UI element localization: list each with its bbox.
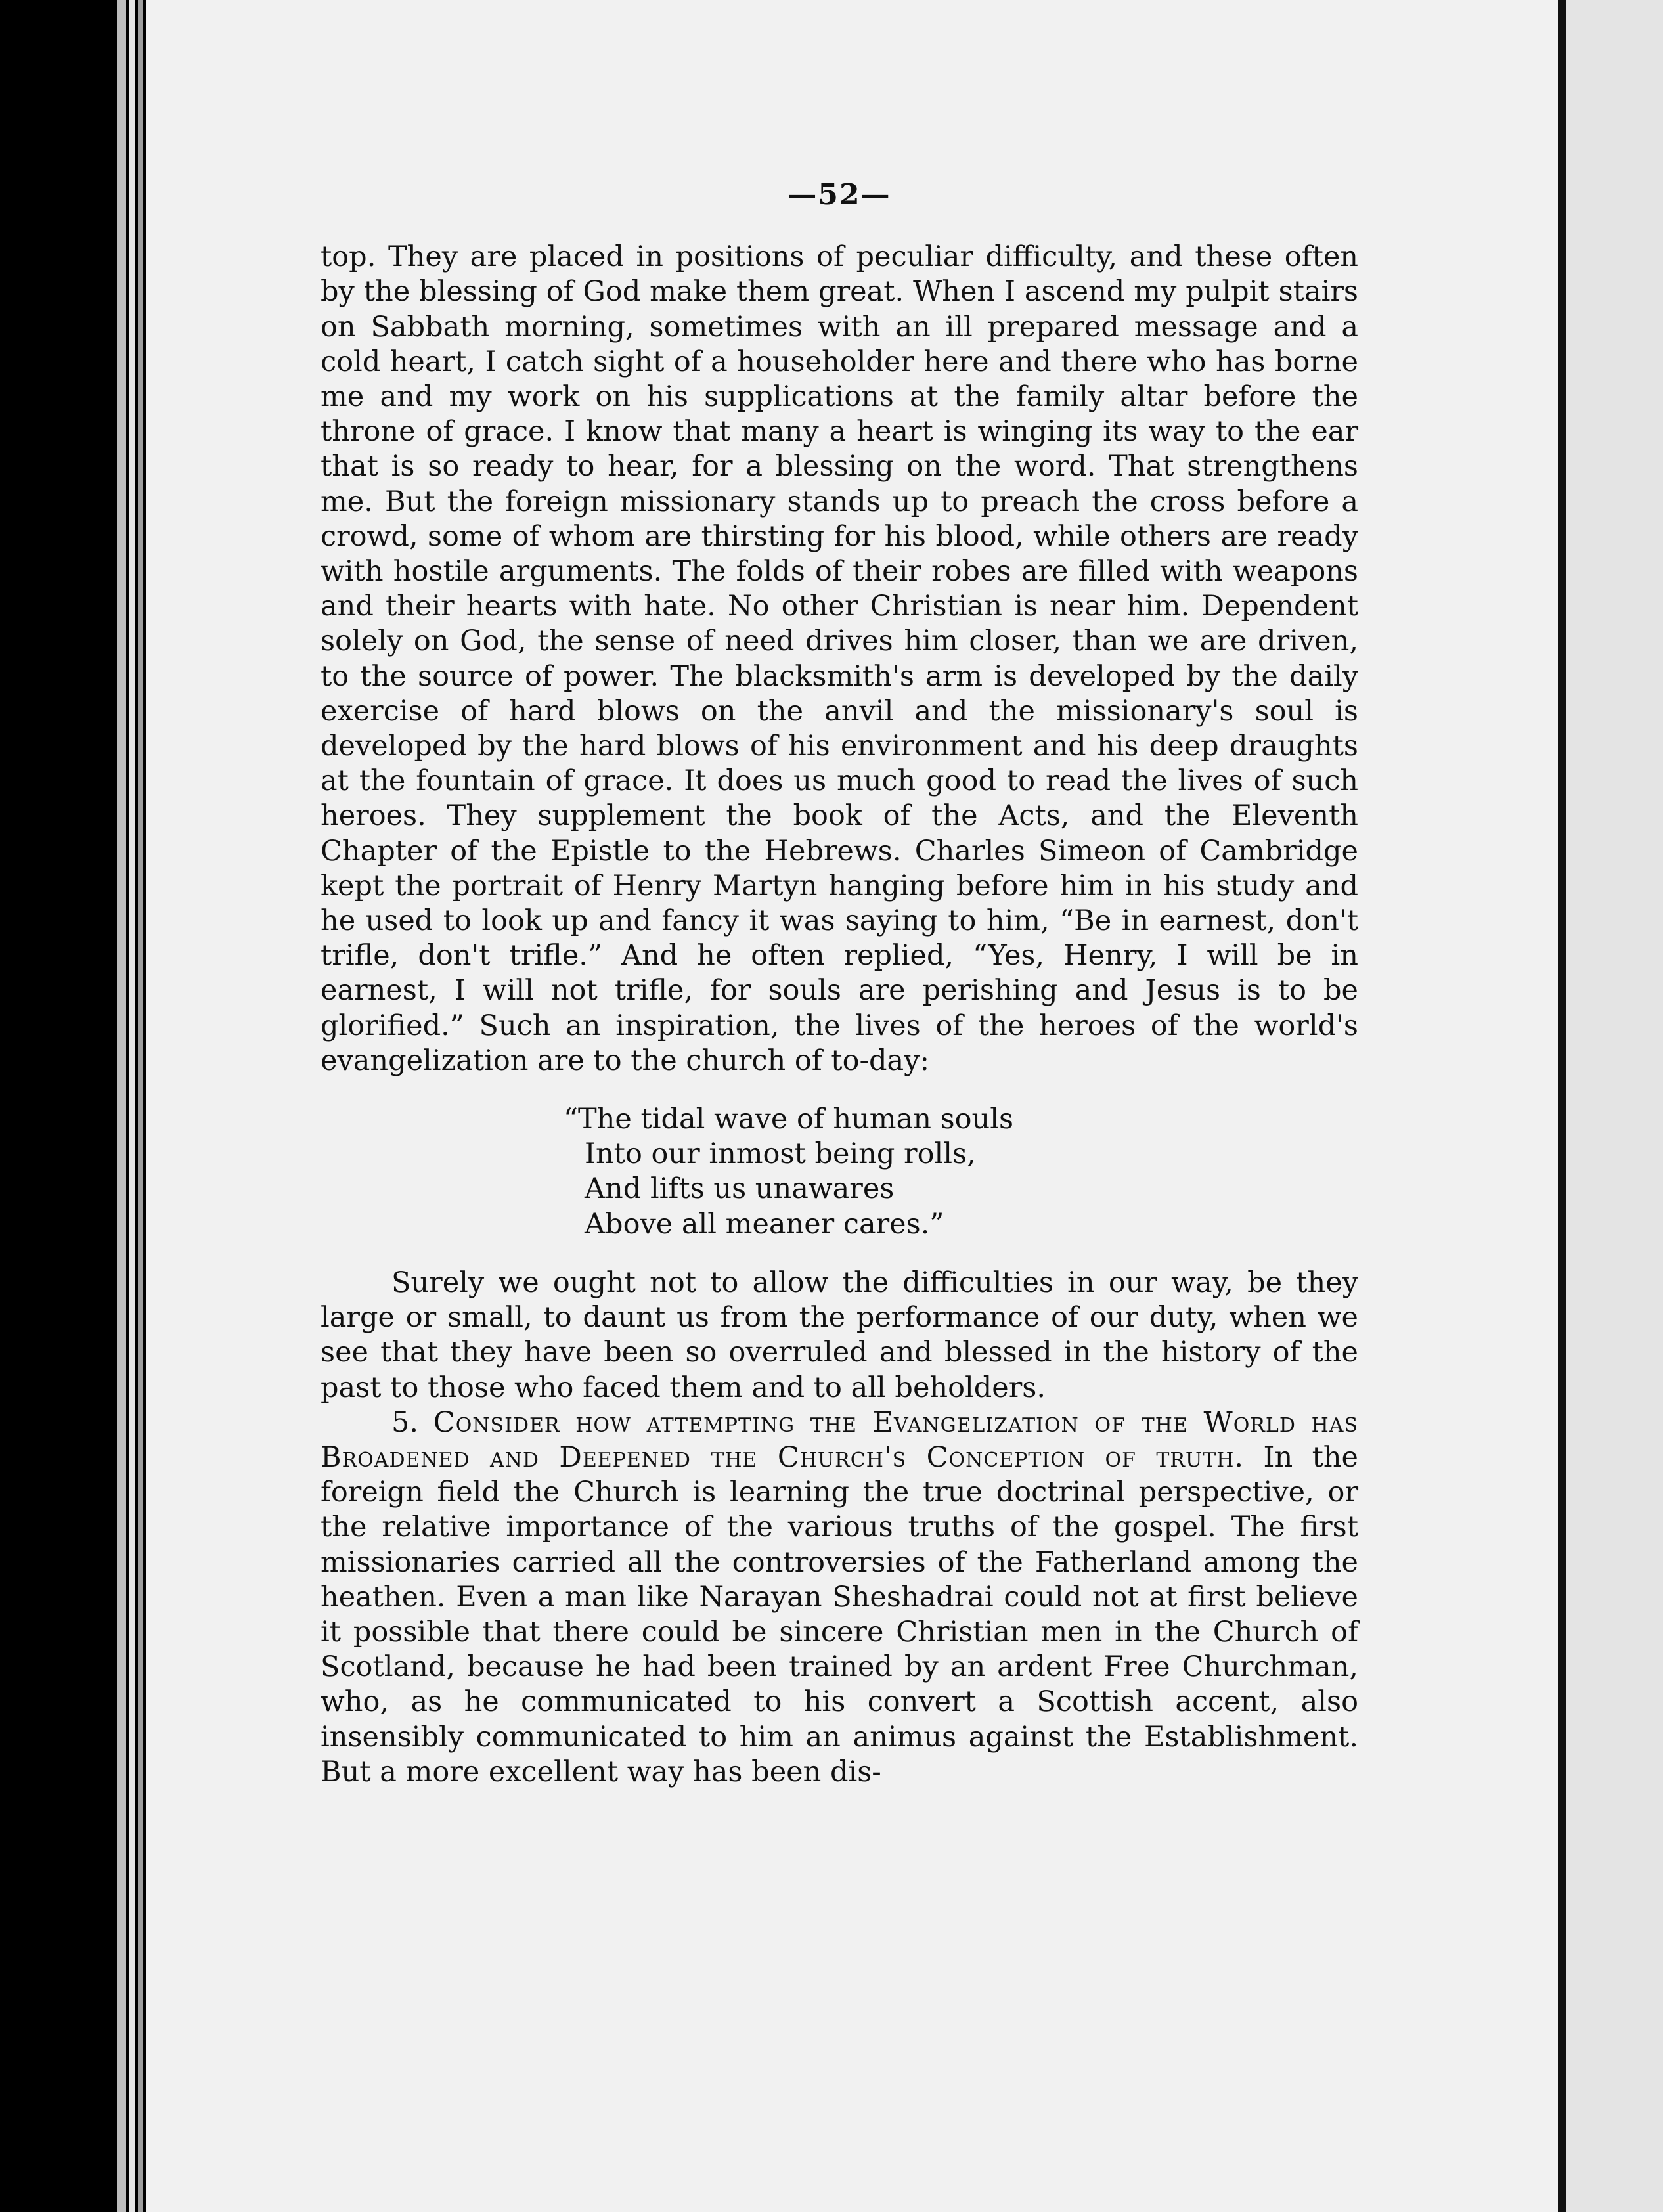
body-paragraph: Surely we ought not to allow the difficulties in our way, be they large or small, to daunt us from the performance of our duty, when we see that they have been so overruled and blessed in the history of the past to those who faced them and to all beholders. [321,1266,1358,1404]
page-number: —52— [787,178,891,211]
gutter-shadow [1558,0,1566,2212]
page-edge [138,0,143,2212]
poem-line: Above all meaner cares.” [585,1207,944,1241]
poem-quote [564,1102,1358,1242]
page-text [321,177,1358,1790]
poem-line: Into our inmost being rolls, [585,1138,976,1171]
page-edge [129,0,135,2212]
facing-page-strip [1566,0,1663,2212]
section-number: 5. [391,1405,419,1439]
poem-line: And lifts us unawares [585,1172,895,1206]
section-text: In the foreign field the Church is learning the true doctrinal perspective, or the relative importance of the various truths of the gospel. The first missionaries carried all the controversies of the Fatherland among the heathen. Even a man like Narayan Sheshadrai could not at first believe it possible that there could be sincere Christian men in the Church of Scotland, because he had been trained by an ardent Free Churchman, who, as he communicated to his convert a Scottish accent, also insensibly communicated to him an animus against the Establishment. But a more excellent way has been dis- [321,1440,1358,1788]
section-paragraph [321,1405,1358,1790]
poem-line: “The tidal wave of human souls [564,1103,1014,1136]
body-paragraph: top. They are placed in positions of peculiar difficulty, and these often by the blessing of God make them great. When I ascend my pulpit stairs on Sabbath morning, sometimes with an ill prepared message and a cold heart, I catch sight of a householder here and there who has borne me and my work on his supplications at the family altar before the throne of grace. I know that many a heart is winging its way to the ear that is so ready to hear, for a blessing on the word. That strengthens me. But the foreign missionary stands up to preach the cross before a crowd, some of whom are thirsting for his blood, while others are ready with hostile arguments. The folds of their robes are filled with weapons and their hearts with hate. No other Christian is near him. Dependent solely on God, the sense of need drives him closer, than we are driven, to the source of power. The blacksmith's arm is developed by the daily exercise of hard blows on the anvil and the missionary's soul is developed by the hard blows of his environment and his deep draughts at the fountain of grace. It does us much good to read the lives of such heroes. They supplement the book of the Acts, and the Eleventh Chapter of the Epistle to the Hebrews. Charles Simeon of Cambridge kept the portrait of Henry Martyn hanging before him in his study and he used to look up and fancy it was saying to him, “Be in earnest, don't trifle, don't trifle.” And he often replied, “Yes, Henry, I will be in earnest, I will not trifle, for souls are perishing and Jesus is to be glorified.” Such an inspiration, the lives of the heroes of the world's evangelization are to the church of to-day: [321,240,1358,1077]
section-heading: Consider how attempting the Evangelization of the World has Broadened and Deepened the Church's Conception of truth. [321,1405,1358,1474]
page-edge [117,0,126,2212]
